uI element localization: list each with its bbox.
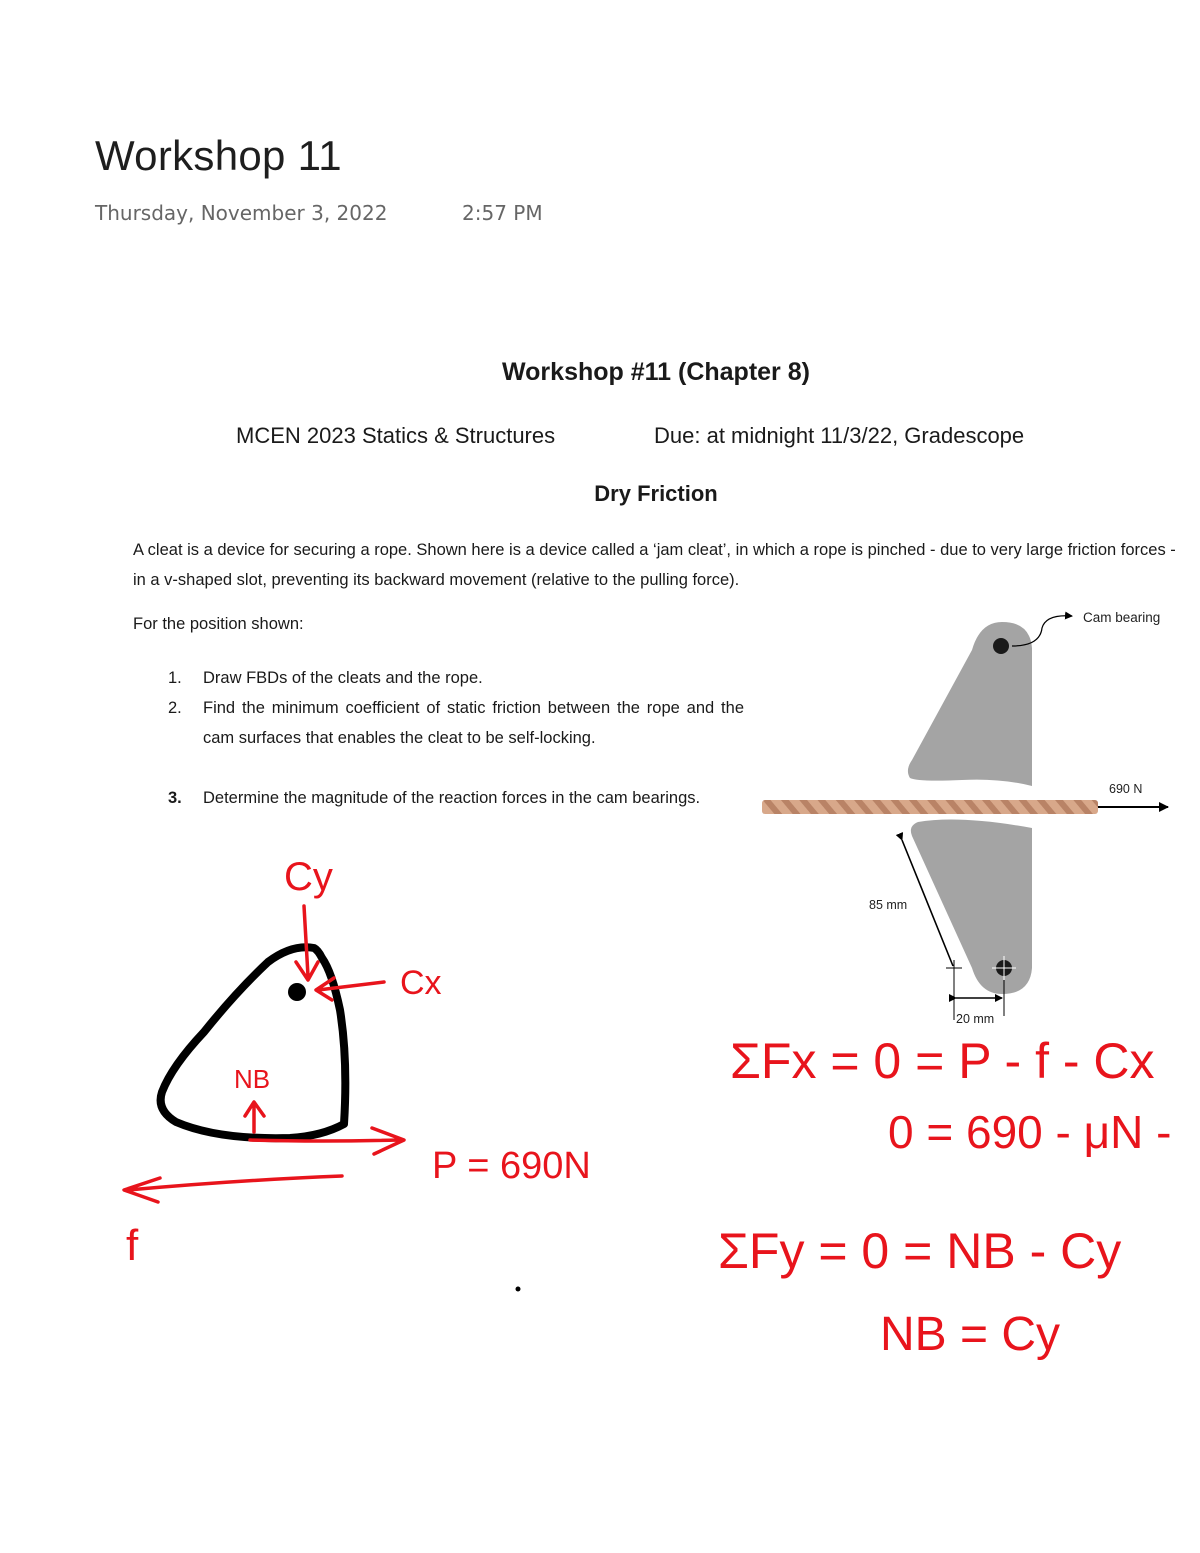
f-arrow [124,1176,342,1202]
nb-label: NB [234,1064,271,1094]
cam-bearing-label: Cam bearing [1083,610,1161,625]
force-label: 690 N [1109,782,1143,796]
length-label: 85 mm [869,898,908,912]
intro-paragraph: A cleat is a device for securing a rope. Shown here is a device called a ‘jam cleat’, in which a rope is pinched - due to very large friction forces - in a v-shaped slot, preventing its backward movement (relative to the pulling force). [133,541,1176,589]
cy-label: Cy [284,855,333,899]
offset-label: 20 mm [956,1012,995,1026]
sketch-bearing-dot [288,983,306,1001]
task-number: 3. [168,789,182,807]
page-title: Workshop 11 [95,132,342,179]
position-prompt: For the position shown: [133,615,304,633]
course-name: MCEN 2023 Statics & Structures [236,423,556,448]
cx-arrow [316,978,384,1000]
task-text: Determine the magnitude of the reaction forces in the cam bearings. [203,789,701,807]
nb-arrow [245,1102,264,1132]
stray-dot [516,1287,521,1292]
equation-sum-fy: ΣFy = 0 = NB - Cy [718,1223,1122,1279]
task-text: Find the minimum coefficient of static friction between the rope and the cam surfaces that enables the cleat to be self-locking. [203,699,744,747]
cy-arrow [296,906,318,980]
task-number: 2. [168,699,182,717]
note-date: Thursday, November 3, 2022 [95,201,388,225]
section-title: Dry Friction [594,481,718,506]
task-number: 1. [168,669,182,687]
document-heading: Workshop #11 (Chapter 8) [502,358,810,386]
p-label: P = 690N [432,1145,591,1187]
equation-nb-cy: NB = Cy [880,1308,1061,1361]
note-time: 2:57 PM [462,201,543,225]
task-text: Draw FBDs of the cleats and the rope. [203,669,483,687]
f-label: f [126,1221,139,1270]
cx-label: Cx [400,964,442,1002]
equation-fx-values: 0 = 690 - μN - [888,1106,1172,1158]
equation-sum-fx: ΣFx = 0 = P - f - Cx [730,1033,1155,1089]
due-date: Due: at midnight 11/3/22, Gradescope [654,423,1025,448]
